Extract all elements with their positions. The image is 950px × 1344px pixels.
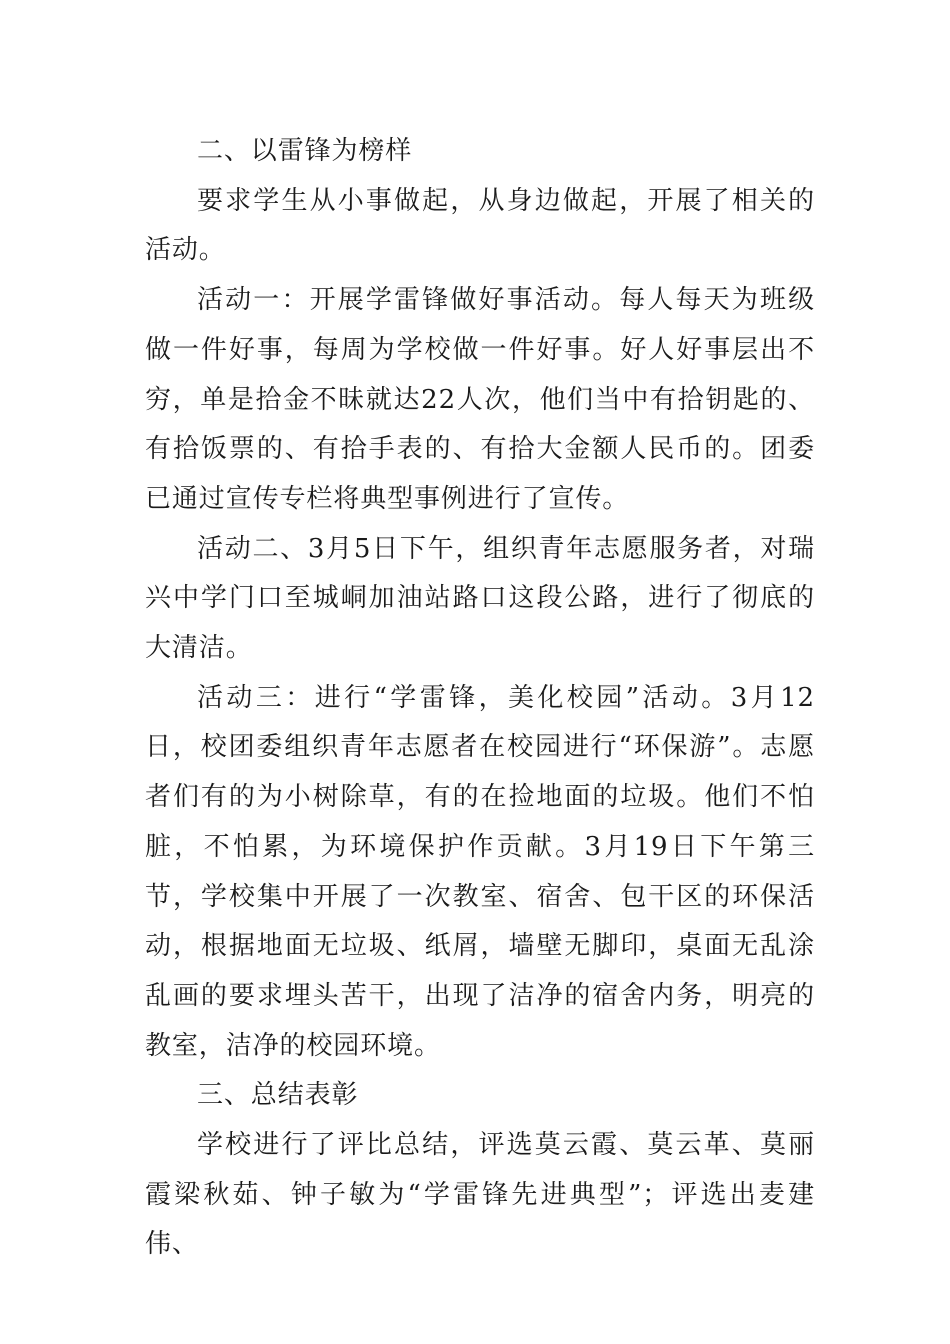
activity-two-paragraph: 活动二、3月5日下午，组织青年志愿服务者，对瑞兴中学门口至城峒加油站路口这段公路，进行了彻底的大清洁。 bbox=[145, 533, 815, 664]
activity-three-paragraph: 活动三：进行“学雷锋，美化校园”活动。3月12日，校团委组织青年志愿者在校园进行“环保游”。志愿者们有的为小树除草，有的在捡地面的垃圾。他们不怕脏，不怕累，为环境保护作贡献。3月19日下午第三节，学校集中开展了一次教室、宿舍、包干区的环保活动，根据地面无垃圾、纸屑，墙壁无脚印，桌面无乱涂乱画的要求埋头苦干，出现了洁净的宿舍内务，明亮的教室，洁净的校园环境。 bbox=[145, 682, 815, 1061]
activity-one-paragraph: 活动一：开展学雷锋做好事活动。每人每天为班级做一件好事，每周为学校做一件好事。好人好事层出不穷，单是拾金不昧就达22人次，他们当中有拾钥匙的、有拾饭票的、有拾手表的、有拾大金额人民币的。团委已通过宣传专栏将典型事例进行了宣传。 bbox=[145, 285, 815, 514]
section-2-intro: 要求学生从小事做起，从身边做起，开展了相关的活动。 bbox=[145, 185, 815, 266]
section-heading-3: 三、总结表彰 bbox=[197, 1080, 359, 1111]
document-body bbox=[145, 127, 815, 1270]
section-heading-2: 二、以雷锋为榜样 bbox=[197, 136, 413, 166]
section-3-paragraph: 学校进行了评比总结，评选莫云霞、莫云革、莫丽霞梁秋茹、钟子敏为“学雷锋先进典型”；评选出麦建伟、 bbox=[145, 1130, 815, 1260]
